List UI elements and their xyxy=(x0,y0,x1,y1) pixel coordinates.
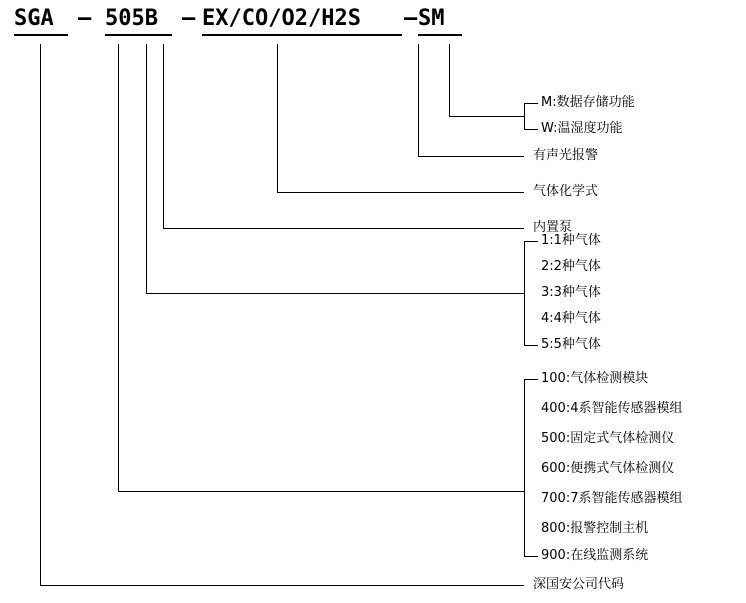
label-series-600: 600:便携式气体检测仪 xyxy=(541,461,675,476)
leader-gasformula-vertical xyxy=(277,44,278,192)
label-gascount-5: 5:5种气体 xyxy=(541,337,601,352)
label-series-500: 500:固定式气体检测仪 xyxy=(541,431,675,446)
label-company-code: 深国安公司代码 xyxy=(533,577,625,592)
bracket-suffix-spine xyxy=(524,103,525,129)
bracket-gascount-stub-5 xyxy=(524,345,538,346)
bracket-suffix-stub-1 xyxy=(524,103,538,104)
leader-suffix-vertical xyxy=(449,44,450,116)
label-built-in-pump: 内置泵 xyxy=(533,220,573,235)
leader-series-vertical xyxy=(118,44,119,491)
leader-alarm-horizontal xyxy=(418,156,524,157)
label-alarm: 有声光报警 xyxy=(533,148,599,163)
leader-gascount-horizontal xyxy=(146,293,524,294)
label-suffix-m: M:数据存储功能 xyxy=(541,95,635,110)
leader-company-horizontal xyxy=(40,585,524,586)
code-dash-2: – xyxy=(182,6,196,31)
label-series-900: 900:在线监测系统 xyxy=(541,548,649,563)
leader-suffix-horizontal xyxy=(449,116,524,117)
leader-company-vertical xyxy=(40,44,41,585)
leader-series-horizontal xyxy=(118,491,524,492)
label-gascount-2: 2:2种气体 xyxy=(541,259,601,274)
label-suffix-w: W:温湿度功能 xyxy=(541,121,623,136)
bracket-suffix-stub-2 xyxy=(524,129,538,130)
bracket-series-stub-first xyxy=(524,379,538,380)
model-code-row xyxy=(0,6,746,46)
label-gascount-4: 4:4种气体 xyxy=(541,311,601,326)
bracket-series-spine xyxy=(524,379,525,556)
code-dash-3: – xyxy=(404,6,418,31)
leader-pump-horizontal xyxy=(163,228,524,229)
bracket-gascount-spine xyxy=(524,241,525,345)
code-segment-gases: EX/CO/O2/H2S xyxy=(202,6,402,36)
label-series-700: 700:7系智能传感器模组 xyxy=(541,491,683,506)
bracket-gascount-stub-1 xyxy=(524,241,538,242)
code-dash-1: – xyxy=(78,6,92,31)
label-gascount-1: 1:1种气体 xyxy=(541,233,601,248)
leader-alarm-vertical xyxy=(418,44,419,156)
code-segment-series: 505B xyxy=(105,6,172,36)
leader-pump-vertical xyxy=(163,44,164,228)
label-series-100: 100:气体检测模块 xyxy=(541,371,649,386)
code-segment-suffix: SM xyxy=(418,6,462,36)
label-gas-formula: 气体化学式 xyxy=(533,184,599,199)
label-series-800: 800:报警控制主机 xyxy=(541,521,649,536)
label-series-400: 400:4系智能传感器模组 xyxy=(541,401,683,416)
leader-gasformula-horizontal xyxy=(277,192,524,193)
code-segment-brand: SGA xyxy=(14,6,68,36)
label-gascount-3: 3:3种气体 xyxy=(541,285,601,300)
leader-gascount-vertical xyxy=(146,44,147,293)
bracket-series-stub-last xyxy=(524,556,538,557)
